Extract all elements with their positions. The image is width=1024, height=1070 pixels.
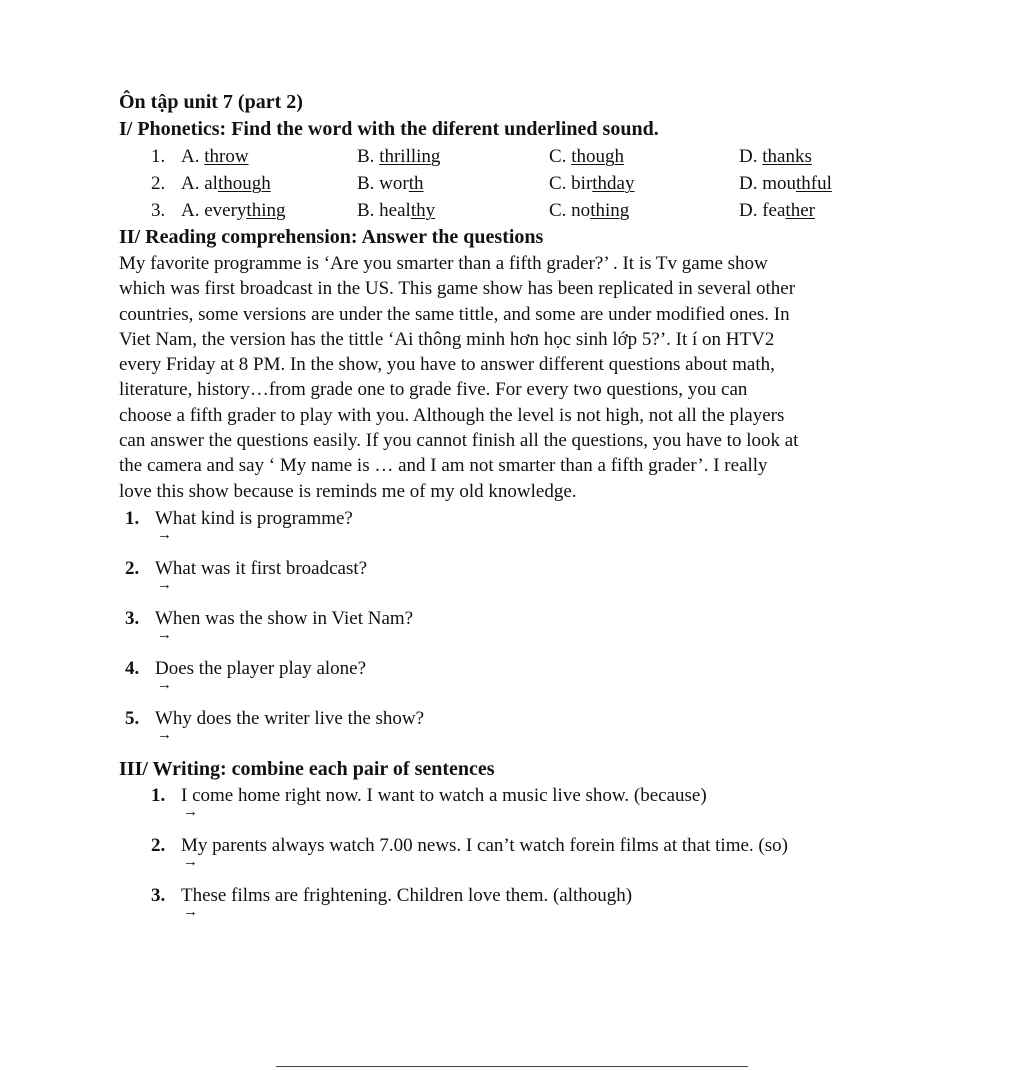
- reading-heading: II/ Reading comprehension: Answer the questions: [119, 226, 544, 248]
- passage-line: every Friday at 8 PM. In the show, you have to answer different questions about math,: [119, 354, 775, 376]
- passage-line: love this show because is reminds me of my old knowledge.: [119, 480, 577, 502]
- option-a: A. although: [181, 173, 271, 194]
- item-text: My parents always watch 7.00 news. I can’t watch forein films at that time. (so): [181, 834, 788, 856]
- underlined-sound: throw: [204, 146, 249, 167]
- question-text: When was the show in Viet Nam?: [155, 607, 414, 629]
- answer-arrow-icon: →: [183, 853, 198, 870]
- item-number: 2.: [151, 834, 166, 856]
- option-d: D. feather: [739, 200, 815, 221]
- question-text: What was it first broadcast?: [155, 557, 368, 579]
- option-c: C. though: [549, 146, 624, 167]
- question-number: 2.: [125, 557, 140, 579]
- writing-item: [119, 883, 919, 933]
- passage-line: the camera and say ‘ My name is … and I am not smarter than a fifth grader’. I really: [119, 455, 768, 477]
- passage-line: Viet Nam, the version has the tittle ‘Ai thông minh hơn học sinh lớp 5?’. It í on HTV2: [119, 328, 775, 350]
- question-number: 3.: [125, 607, 140, 629]
- passage-line: choose a fifth grader to play with you. Although the level is not high, not all the players: [119, 404, 785, 426]
- option-a: A. everything: [181, 200, 286, 221]
- footer-divider: [276, 1066, 748, 1067]
- option-c: C. birthday: [549, 173, 635, 194]
- passage-line: literature, history…from grade one to grade five. For every two questions, you can: [119, 379, 748, 401]
- answer-arrow-icon: →: [157, 626, 172, 643]
- option-d: D. mouthful: [739, 173, 832, 194]
- reading-questions: [119, 506, 919, 756]
- page-title: Ôn tập unit 7 (part 2): [119, 91, 303, 113]
- question-number: 4.: [125, 657, 140, 679]
- item-text: I come home right now. I want to watch a music live show. (because): [181, 784, 707, 806]
- underlined-sound: thrilling: [379, 146, 441, 167]
- option-b: B. healthy: [357, 200, 436, 221]
- writing-item: [119, 833, 919, 883]
- question-row: [119, 656, 919, 706]
- passage-line: can answer the questions easily. If you cannot finish all the questions, you have to look at: [119, 430, 799, 452]
- option-d: D. thanks: [739, 146, 812, 167]
- underlined-sound: though: [571, 146, 624, 167]
- question-text: Does the player play alone?: [155, 657, 367, 679]
- writing-items: [119, 783, 919, 933]
- option-b: B. thrilling: [357, 146, 441, 167]
- item-text: These films are frightening. Children love them. (although): [181, 884, 633, 906]
- option-a: A. throw: [181, 146, 249, 167]
- phonetics-list: [119, 143, 919, 224]
- underlined-sound: ther: [785, 200, 815, 221]
- passage-line: countries, some versions are under the same tittle, and some are under modified ones. In: [119, 303, 790, 325]
- worksheet: [119, 88, 919, 933]
- question-text: Why does the writer live the show?: [155, 707, 425, 729]
- question-number: 1.: [125, 507, 140, 529]
- question-row: [119, 556, 919, 606]
- item-number: 1.: [151, 146, 166, 167]
- answer-arrow-icon: →: [157, 676, 172, 693]
- passage-line: My favorite programme is ‘Are you smarter than a fifth grader?’ . It is Tv game show: [119, 253, 768, 274]
- phonetics-row: [119, 170, 919, 197]
- underlined-sound: thing: [590, 200, 630, 221]
- reading-passage: [119, 251, 919, 504]
- option-c: C. nothing: [549, 200, 630, 221]
- passage-line: which was first broadcast in the US. This game show has been replicated in several other: [119, 278, 796, 300]
- item-number: 3.: [151, 200, 166, 221]
- underlined-sound: thing: [246, 200, 286, 221]
- question-row: [119, 606, 919, 656]
- item-number: 2.: [151, 173, 166, 194]
- answer-arrow-icon: →: [157, 726, 172, 743]
- question-row: [119, 706, 919, 756]
- answer-arrow-icon: →: [183, 803, 198, 820]
- item-number: 1.: [151, 784, 166, 806]
- phonetics-heading: I/ Phonetics: Find the word with the diferent underlined sound.: [119, 118, 659, 140]
- underlined-sound: though: [217, 173, 271, 194]
- underlined-sound: thy: [410, 200, 436, 221]
- answer-arrow-icon: →: [183, 903, 198, 920]
- question-row: [119, 506, 919, 556]
- underlined-sound: thday: [592, 173, 635, 194]
- underlined-sound: thful: [796, 173, 832, 194]
- phonetics-row: [119, 197, 919, 224]
- answer-arrow-icon: →: [157, 526, 172, 543]
- writing-heading: III/ Writing: combine each pair of sentences: [119, 757, 495, 780]
- option-b: B. worth: [357, 173, 424, 194]
- answer-arrow-icon: →: [157, 576, 172, 593]
- underlined-sound: thanks: [762, 146, 812, 167]
- question-number: 5.: [125, 707, 140, 729]
- question-text: What kind is programme?: [155, 507, 353, 529]
- underlined-sound: th: [408, 173, 424, 194]
- writing-item: [119, 783, 919, 833]
- item-number: 3.: [151, 884, 166, 906]
- phonetics-row: [119, 143, 919, 170]
